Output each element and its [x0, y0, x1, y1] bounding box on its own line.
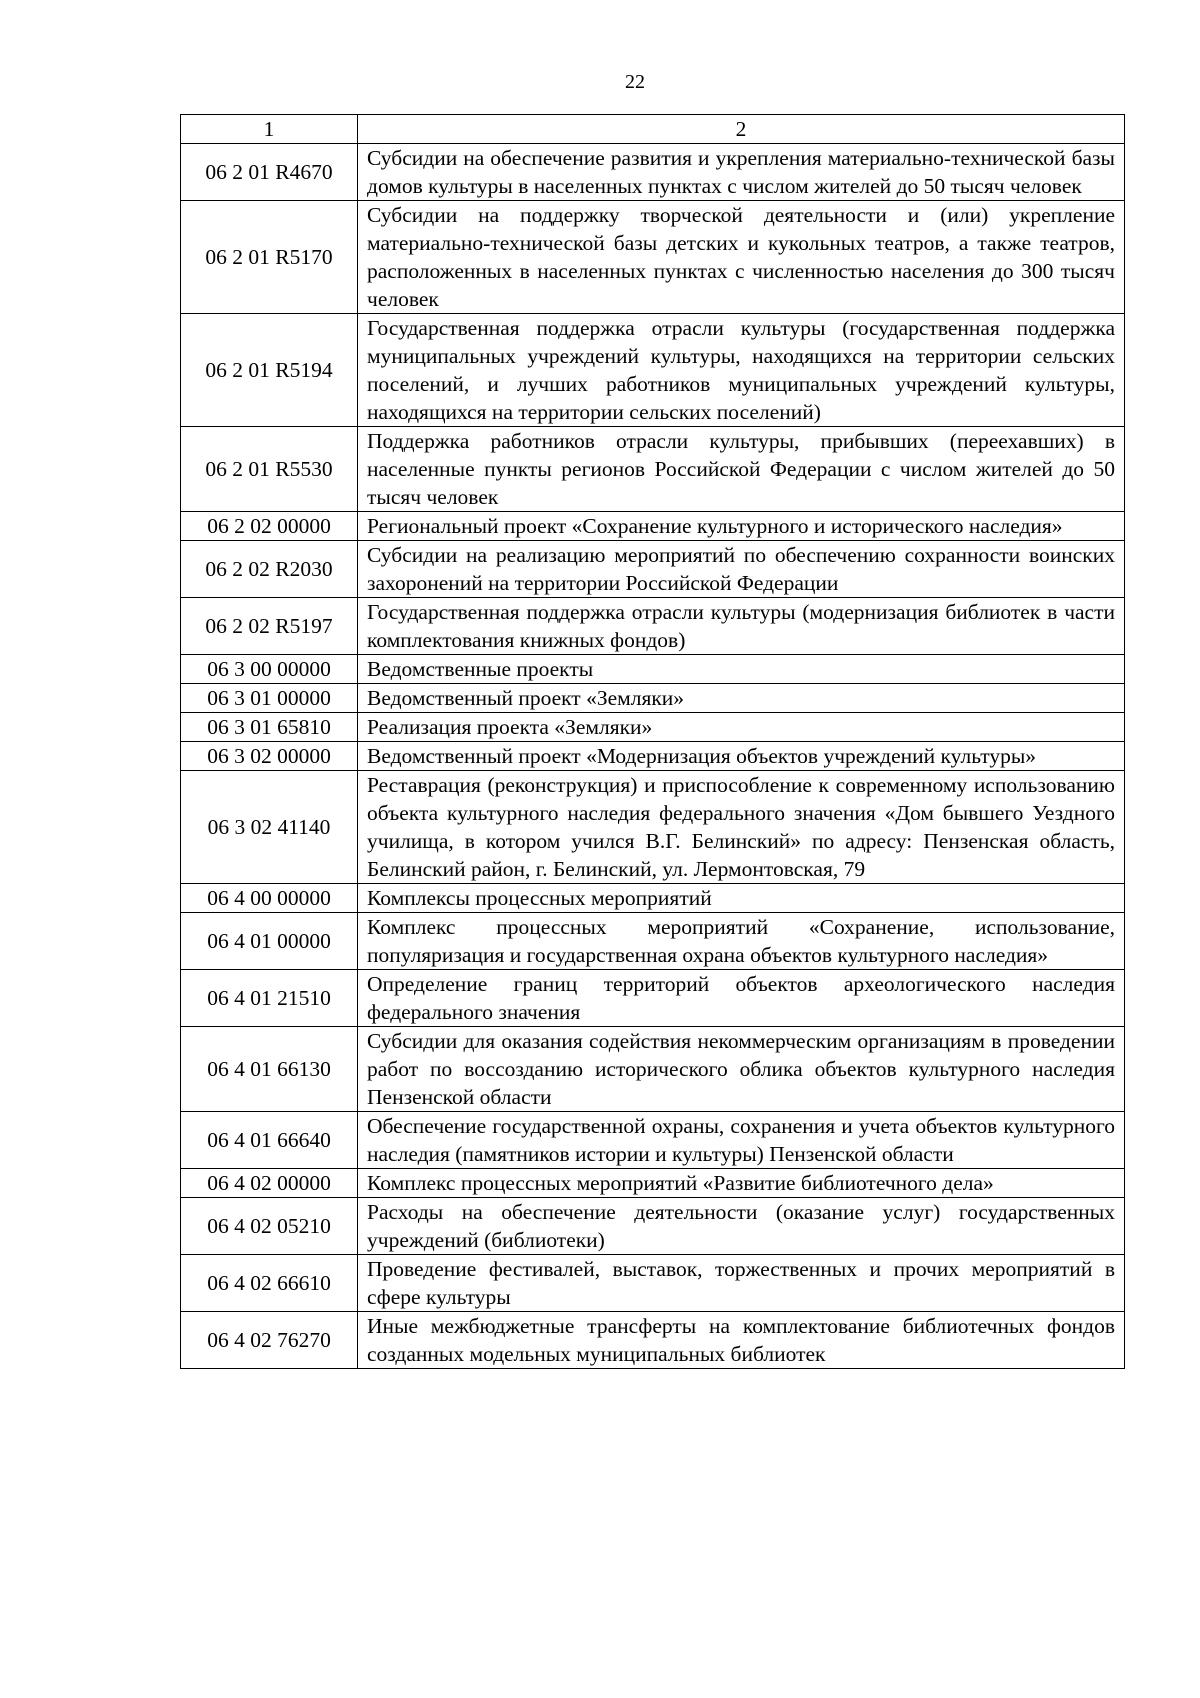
- table-row: [181, 541, 1125, 598]
- row-description: Региональный проект «Сохранение культурного и исторического наследия»: [358, 512, 1125, 541]
- table-row: [181, 655, 1125, 684]
- row-code: 06 4 01 21510: [181, 970, 358, 1027]
- row-description: Иные межбюджетные трансферты на комплектование библиотечных фондов созданных модельных муниципальных библиотек: [358, 1312, 1125, 1369]
- table-row: [181, 913, 1125, 970]
- row-description: Комплексы процессных мероприятий: [358, 884, 1125, 913]
- column-header-description: 2: [358, 115, 1125, 144]
- table-row: [181, 684, 1125, 713]
- row-code: 06 2 01 R5170: [181, 201, 358, 314]
- table-row: [181, 1255, 1125, 1312]
- row-code: 06 4 02 66610: [181, 1255, 358, 1312]
- row-description: Комплекс процессных мероприятий «Сохранение, использование, популяризация и государственная охрана объектов культурного наследия»: [358, 913, 1125, 970]
- table-row: [181, 427, 1125, 512]
- row-code: 06 4 01 66640: [181, 1112, 358, 1169]
- row-description: Проведение фестивалей, выставок, торжественных и прочих мероприятий в сфере культуры: [358, 1255, 1125, 1312]
- row-description: Субсидии на обеспечение развития и укрепления материально-технической базы домов культуры в населенных пунктах с числом жителей до 50 тысяч человек: [358, 144, 1125, 201]
- row-description: Государственная поддержка отрасли культуры (государственная поддержка муниципальных учреждений культуры, находящихся на территории сельских поселений, и лучших работников муниципальных учреждений культуры, находящихся на территории сельских поселений): [358, 314, 1125, 427]
- row-code: 06 4 02 76270: [181, 1312, 358, 1369]
- row-code: 06 2 02 R2030: [181, 541, 358, 598]
- table-row: [181, 1027, 1125, 1112]
- row-code: 06 4 00 00000: [181, 884, 358, 913]
- table-row: [181, 144, 1125, 201]
- row-code: 06 3 01 00000: [181, 684, 358, 713]
- row-code: 06 4 02 00000: [181, 1169, 358, 1198]
- row-description: Субсидии на поддержку творческой деятельности и (или) укрепление материально-технической базы детских и кукольных театров, а также театров, расположенных в населенных пунктах с численностью населения до 300 тысяч человек: [358, 201, 1125, 314]
- row-code: 06 4 01 66130: [181, 1027, 358, 1112]
- row-description: Государственная поддержка отрасли культуры (модернизация библиотек в части комплектования книжных фондов): [358, 598, 1125, 655]
- table-row: [181, 512, 1125, 541]
- table-row: [181, 742, 1125, 771]
- row-code: 06 2 02 00000: [181, 512, 358, 541]
- table-row: [181, 314, 1125, 427]
- table-row: [181, 771, 1125, 884]
- row-description: Поддержка работников отрасли культуры, прибывших (переехавших) в населенные пункты регионов Российской Федерации с числом жителей до 50 тысяч человек: [358, 427, 1125, 512]
- table-row: [181, 1169, 1125, 1198]
- row-code: 06 2 02 R5197: [181, 598, 358, 655]
- row-description: Комплекс процессных мероприятий «Развитие библиотечного дела»: [358, 1169, 1125, 1198]
- row-code: 06 4 02 05210: [181, 1198, 358, 1255]
- budget-classification-table: [180, 114, 1125, 1369]
- row-description: Ведомственные проекты: [358, 655, 1125, 684]
- row-code: 06 3 02 41140: [181, 771, 358, 884]
- table-row: [181, 1198, 1125, 1255]
- row-code: 06 3 00 00000: [181, 655, 358, 684]
- table-row: [181, 201, 1125, 314]
- row-description: Реставрация (реконструкция) и приспособление к современному использованию объекта культурного наследия федерального значения «Дом бывшего Уездного училища, в котором учился В.Г. Белинский» по адресу: Пензенская область, Белинский район, г. Белинский, ул. Лермонтовская, 79: [358, 771, 1125, 884]
- row-description: Определение границ территорий объектов археологического наследия федерального значения: [358, 970, 1125, 1027]
- row-description: Ведомственный проект «Модернизация объектов учреждений культуры»: [358, 742, 1125, 771]
- row-code: 06 2 01 R4670: [181, 144, 358, 201]
- row-code: 06 2 01 R5194: [181, 314, 358, 427]
- table-row: [181, 598, 1125, 655]
- row-code: 06 3 02 00000: [181, 742, 358, 771]
- row-description: Субсидии для оказания содействия некоммерческим организациям в проведении работ по воссозданию исторического облика объектов культурного наследия Пензенской области: [358, 1027, 1125, 1112]
- row-code: 06 2 01 R5530: [181, 427, 358, 512]
- row-code: 06 4 01 00000: [181, 913, 358, 970]
- table-row: [181, 1312, 1125, 1369]
- column-header-code: 1: [181, 115, 358, 144]
- row-description: Субсидии на реализацию мероприятий по обеспечению сохранности воинских захоронений на территории Российской Федерации: [358, 541, 1125, 598]
- table-row: [181, 713, 1125, 742]
- page-number: 22: [625, 71, 645, 93]
- row-description: Реализация проекта «Земляки»: [358, 713, 1125, 742]
- row-code: 06 3 01 65810: [181, 713, 358, 742]
- table-row: [181, 1112, 1125, 1169]
- table-row: [181, 884, 1125, 913]
- table-body: [181, 115, 1125, 1369]
- row-description: Обеспечение государственной охраны, сохранения и учета объектов культурного наследия (памятников истории и культуры) Пензенской области: [358, 1112, 1125, 1169]
- row-description: Расходы на обеспечение деятельности (оказание услуг) государственных учреждений (библиотеки): [358, 1198, 1125, 1255]
- row-description: Ведомственный проект «Земляки»: [358, 684, 1125, 713]
- table-row: [181, 970, 1125, 1027]
- table-header-row: [181, 115, 1125, 144]
